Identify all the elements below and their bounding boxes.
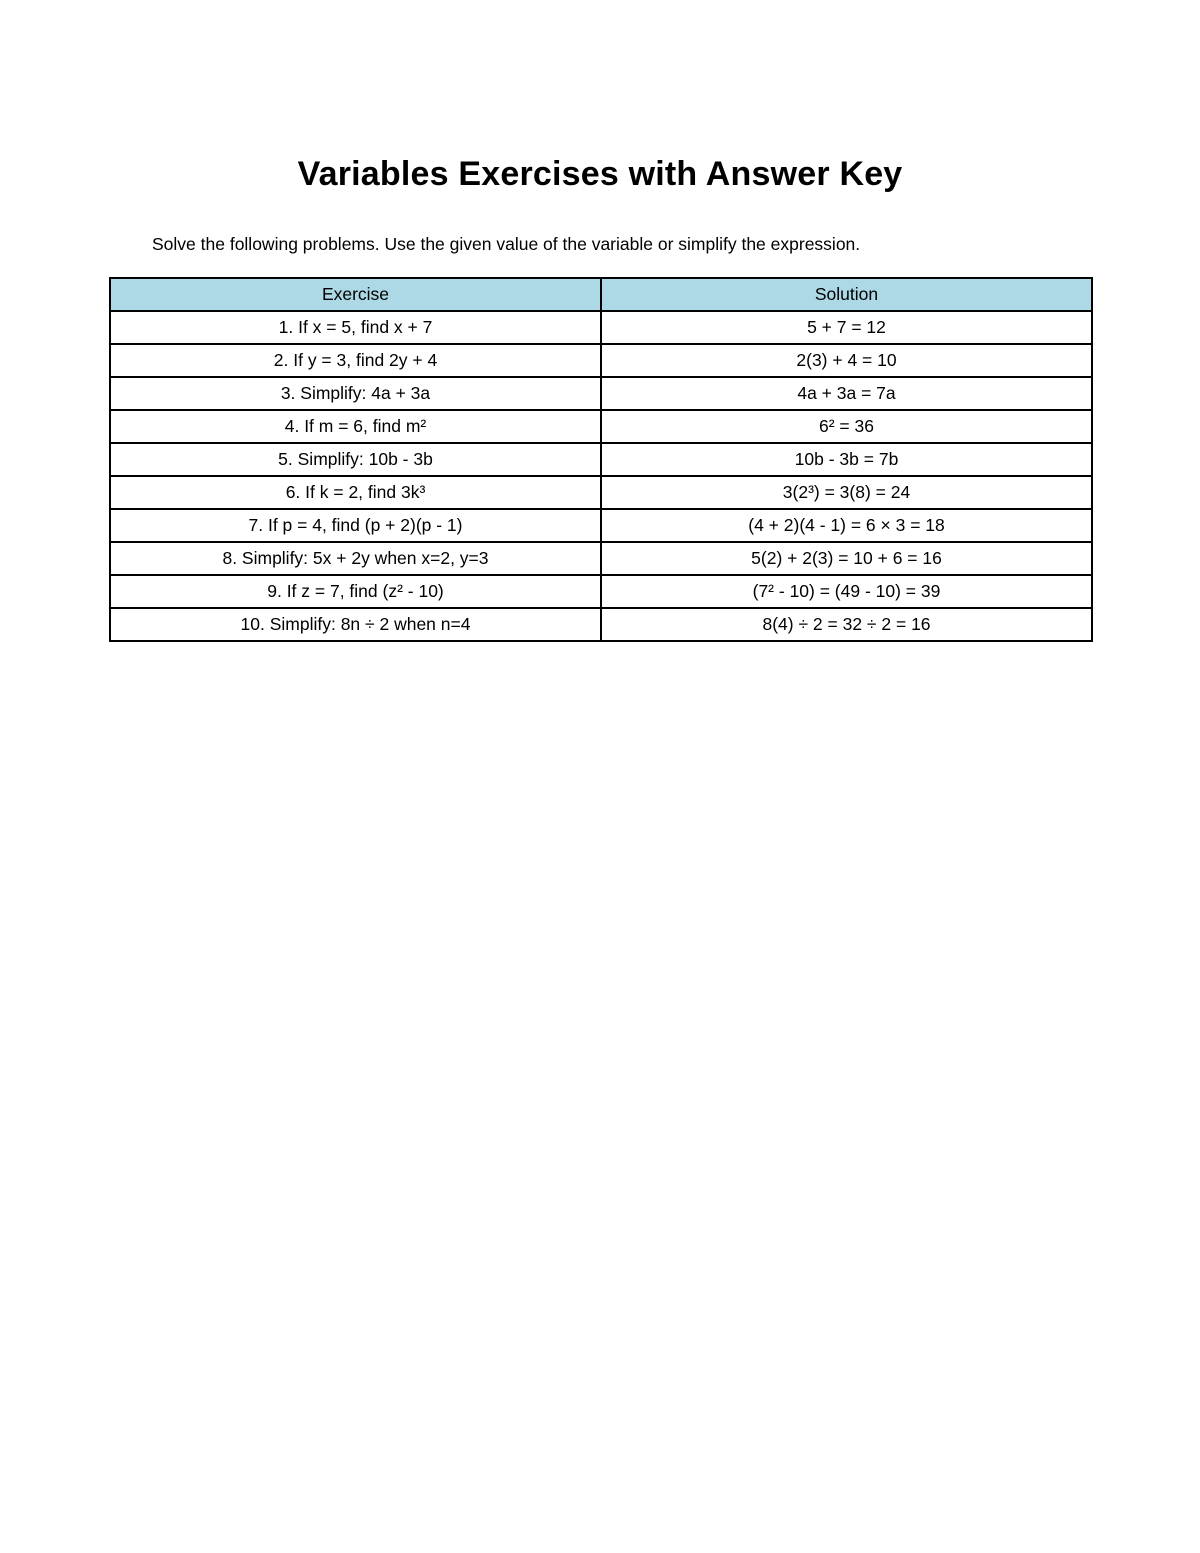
instructions-text: Solve the following problems. Use the given value of the variable or simplify the expression. — [152, 234, 861, 254]
exercise-cell: 3. Simplify: 4a + 3a — [110, 377, 601, 410]
solution-cell: (7² - 10) = (49 - 10) = 39 — [601, 575, 1092, 608]
table-row — [110, 443, 1092, 476]
exercise-cell: 6. If k = 2, find 3k³ — [110, 476, 601, 509]
table-row — [110, 410, 1092, 443]
solution-cell: 10b - 3b = 7b — [601, 443, 1092, 476]
exercise-table — [109, 277, 1093, 642]
exercise-cell: 1. If x = 5, find x + 7 — [110, 311, 601, 344]
exercise-cell: 4. If m = 6, find m² — [110, 410, 601, 443]
table-row — [110, 476, 1092, 509]
exercise-cell: 7. If p = 4, find (p + 2)(p - 1) — [110, 509, 601, 542]
solution-cell: 5 + 7 = 12 — [601, 311, 1092, 344]
solution-cell: (4 + 2)(4 - 1) = 6 × 3 = 18 — [601, 509, 1092, 542]
table-row — [110, 377, 1092, 410]
exercise-cell: 2. If y = 3, find 2y + 4 — [110, 344, 601, 377]
solution-cell: 4a + 3a = 7a — [601, 377, 1092, 410]
exercise-cell: 10. Simplify: 8n ÷ 2 when n=4 — [110, 608, 601, 641]
table-row — [110, 608, 1092, 641]
solution-cell: 5(2) + 2(3) = 10 + 6 = 16 — [601, 542, 1092, 575]
table-row — [110, 575, 1092, 608]
table-row — [110, 311, 1092, 344]
column-header-solution: Solution — [601, 278, 1092, 311]
table-header-row — [110, 278, 1092, 311]
column-header-exercise: Exercise — [110, 278, 601, 311]
exercise-cell: 8. Simplify: 5x + 2y when x=2, y=3 — [110, 542, 601, 575]
table-row — [110, 509, 1092, 542]
solution-cell: 8(4) ÷ 2 = 32 ÷ 2 = 16 — [601, 608, 1092, 641]
exercise-cell: 9. If z = 7, find (z² - 10) — [110, 575, 601, 608]
solution-cell: 2(3) + 4 = 10 — [601, 344, 1092, 377]
page-title: Variables Exercises with Answer Key — [297, 155, 903, 193]
exercise-cell: 5. Simplify: 10b - 3b — [110, 443, 601, 476]
table-row — [110, 344, 1092, 377]
solution-cell: 3(2³) = 3(8) = 24 — [601, 476, 1092, 509]
solution-cell: 6² = 36 — [601, 410, 1092, 443]
table-row — [110, 542, 1092, 575]
